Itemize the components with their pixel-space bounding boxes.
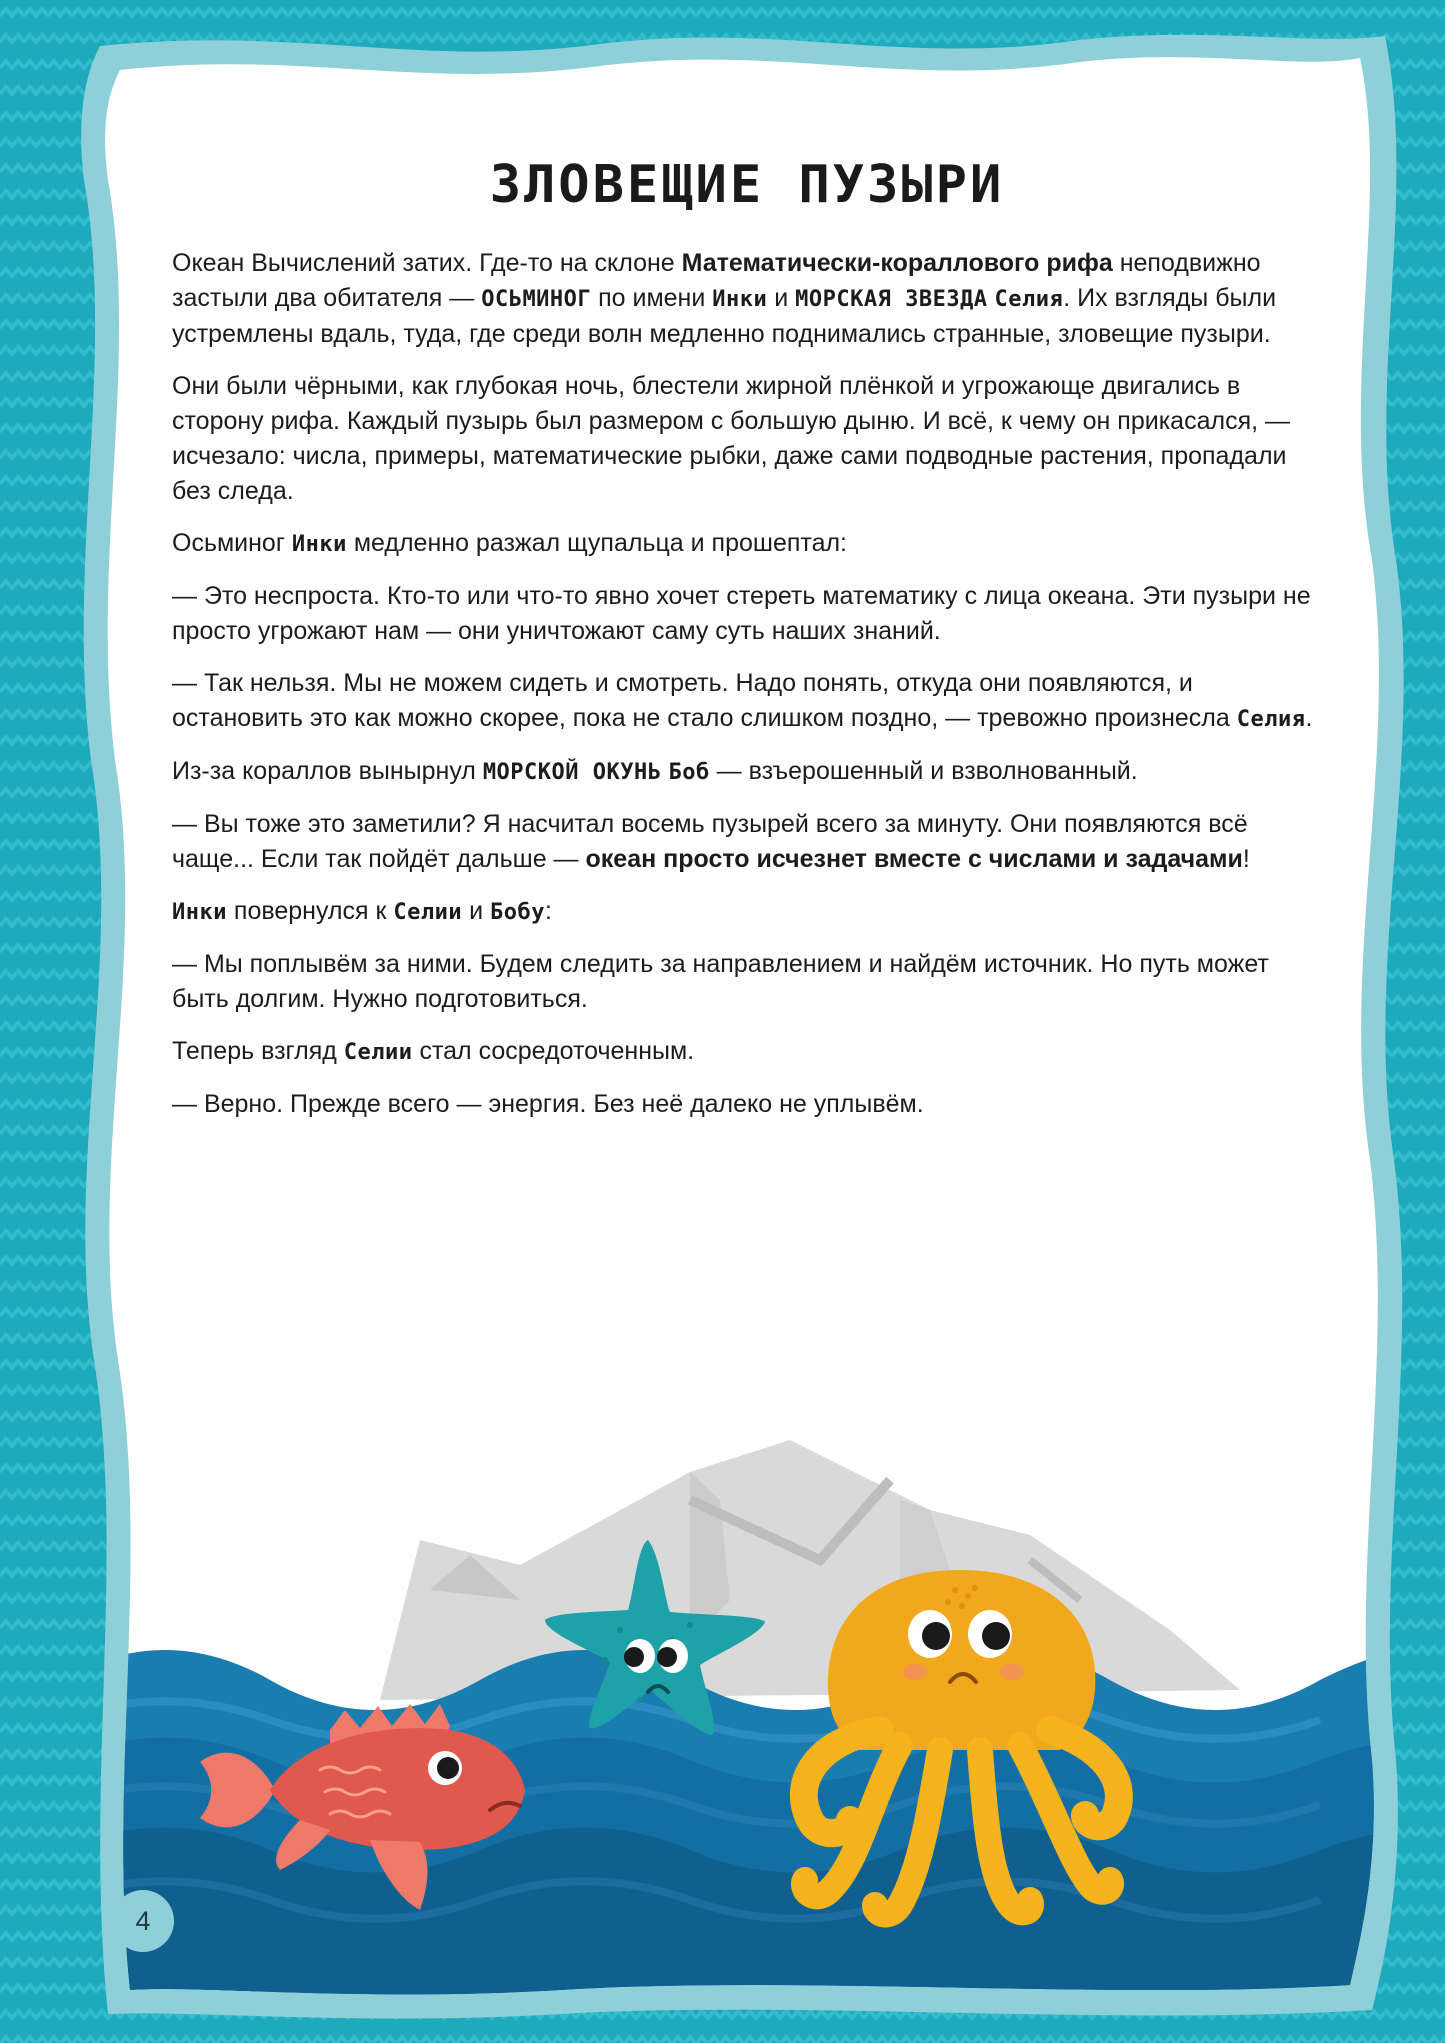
text-run: . — [1305, 704, 1313, 732]
story-paragraph — [172, 246, 1322, 352]
character-name: Селии — [343, 1040, 413, 1065]
text-run: . Их взгляды были устремлены вдаль, туда, где среди волн медленно поднимались странные, зловещие пузыри. — [172, 284, 1277, 348]
text-run: — взъерошенный и взволнованный. — [709, 757, 1138, 785]
text-run: неподвижно застыли два обитателя — — [172, 249, 1261, 312]
text-run: и — [767, 284, 796, 312]
text-run: медленно разжал щупальца и прошептал: — [346, 529, 848, 557]
story-paragraph — [172, 666, 1322, 737]
story-paragraph — [172, 894, 1322, 930]
story-paragraph — [172, 754, 1322, 790]
story-paragraph — [172, 807, 1322, 877]
story-paragraph — [172, 1087, 1322, 1122]
text-run: и — [462, 897, 490, 925]
text-run: : — [544, 897, 552, 925]
text-run: — Верно. Прежде всего — энергия. Без неё далеко не уплывём. — [172, 1090, 924, 1118]
page-number: 4 — [135, 1905, 151, 1936]
story-paragraph — [172, 579, 1322, 649]
page-title: ЗЛОВЕЩИЕ ПУЗЫРИ — [489, 155, 1005, 215]
story-content — [172, 150, 1322, 1139]
text-run: Осьминог — [172, 529, 292, 557]
text-run: Океан Вычислений затих. Где-то на склоне — [172, 249, 682, 277]
character-name: Селия — [994, 287, 1064, 312]
text-run: Они были чёрными, как глубокая ночь, блестели жирной плёнкой и угрожающе двигались в сторону рифа. Каждый пузырь был размером с большую дыню. И всё, к чему он прикасался, — исчезало: числа, примеры, математические рыбки, даже сами подводные растения, пропадали без следа. — [172, 372, 1291, 505]
story-paragraph — [172, 1034, 1322, 1070]
text-run: Из-за кораллов вынырнул — [172, 757, 483, 785]
bold-phrase: океан просто исчезнет вместе с числами и задачами — [585, 845, 1243, 873]
story-paragraph — [172, 526, 1322, 562]
story-paragraph — [172, 369, 1322, 509]
text-run: — Так нельзя. Мы не можем сидеть и смотреть. Надо понять, откуда они появляются, и остановить это как можно скорее, пока не стало слишком поздно, — тревожно произнесла — [172, 669, 1237, 732]
text-run — [988, 284, 995, 312]
text-run: — Мы поплывём за ними. Будем следить за направлением и найдём источник. Но путь может быть долгим. Нужно подготовиться. — [172, 950, 1269, 1013]
character-name: Инки — [172, 900, 227, 925]
text-run: ! — [1242, 845, 1250, 873]
text-run: повернулся к — [226, 897, 394, 925]
page-number-badge — [112, 1890, 174, 1952]
text-run: — Это неспроста. Кто-то или что-то явно хочет стереть математику с лица океана. Эти пузыри не просто угрожают нам — они уничтожают саму суть наших знаний. — [172, 582, 1311, 645]
story-paragraph — [172, 947, 1322, 1017]
bold-phrase: Математически-кораллового рифа — [681, 249, 1113, 277]
character-name: МОРСКОЙ ОКУНЬ — [482, 760, 662, 785]
character-name: Инки — [712, 287, 768, 312]
text-run: Теперь взгляд — [172, 1037, 344, 1065]
character-name: Селии — [393, 900, 463, 925]
text-run: стал сосредоточенным. — [412, 1037, 695, 1065]
character-name: Инки — [291, 532, 347, 557]
character-name: Боб — [668, 760, 710, 785]
text-run: по имени — [591, 284, 713, 312]
character-name: Селия — [1236, 707, 1306, 732]
story-paragraphs — [172, 246, 1322, 1122]
character-name: МОРСКАЯ ЗВЕЗДА — [795, 287, 988, 312]
character-name: Бобу — [489, 900, 545, 925]
character-name: ОСЬМИНОГ — [481, 287, 592, 312]
text-run: — Вы тоже это заметили? Я насчитал восемь пузырей всего за минуту. Они появляются всё чаще... Если так пойдёт дальше — — [172, 810, 1248, 873]
